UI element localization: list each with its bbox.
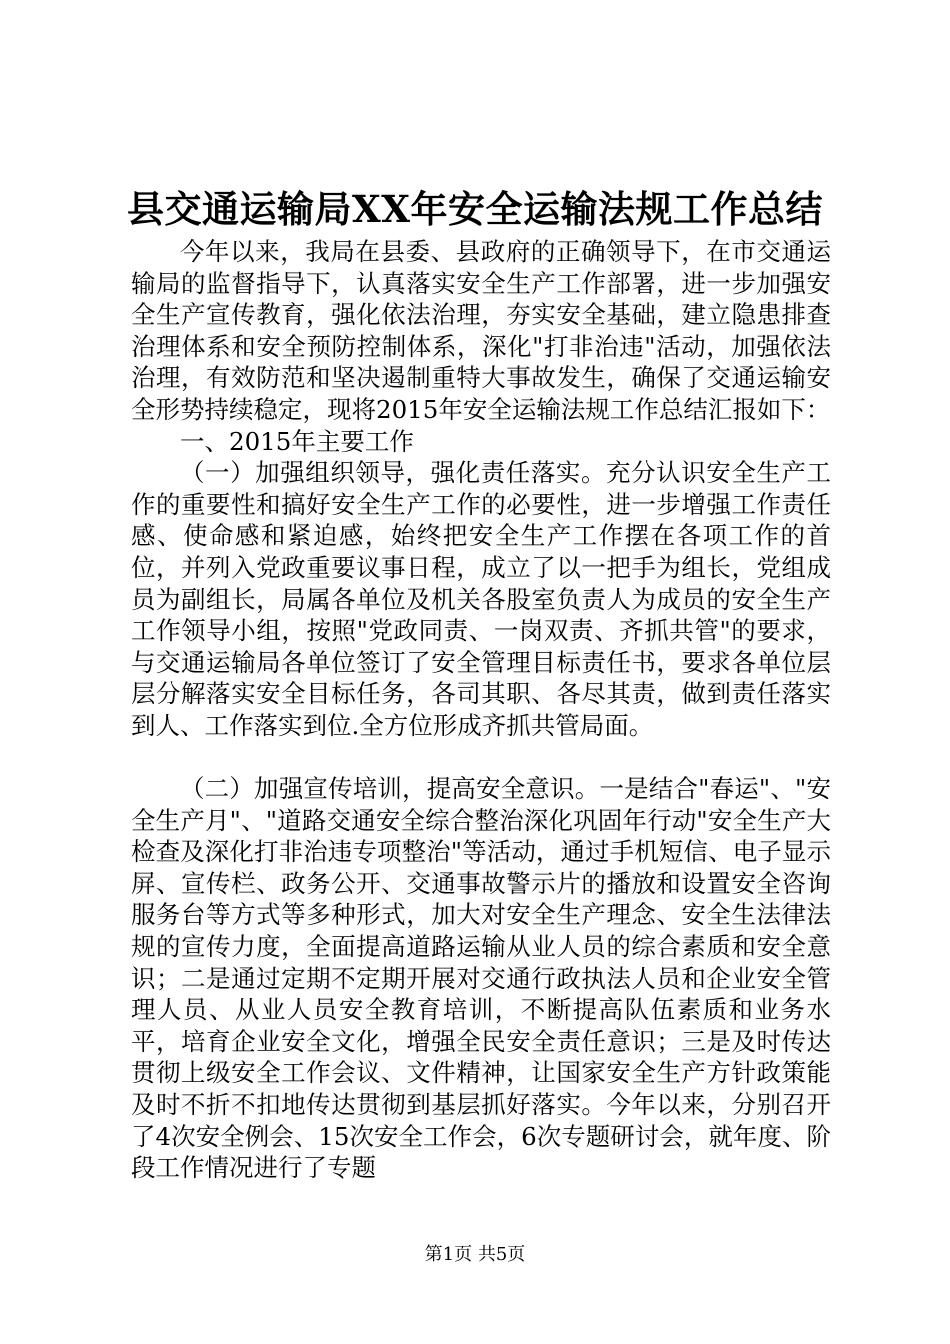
page-footer: 第1页 共5页	[424, 1244, 526, 1265]
section-heading: 一、2015年主要工作	[180, 426, 414, 456]
document-body	[131, 236, 831, 1184]
intro-paragraph: 今年以来，我局在县委、县政府的正确领导下，在市交通运输局的监督指导下，认真落实安全生产工作部署，进一步加强安全生产宣传教育，强化依法治理，夯实安全基础，建立隐患排查治理体系和安全预防控制体系，深化"打非治违"活动，加强依法治理，有效防范和坚决遏制重特大事故发生，确保了交通运输安全形势持续稳定，现将2015年安全运输法规工作总结汇报如下：	[131, 237, 831, 424]
document-title: 县交通运输局XX年安全运输法规工作总结	[127, 187, 823, 231]
body-paragraph: （一）加强组织领导，强化责任落实。充分认识安全生产工作的重要性和搞好安全生产工作的必要性，进一步增强工作责任感、使命感和紧迫感，始终把安全生产工作摆在各项工作的首位，并列入党政重要议事日程，成立了以一把手为组长，党组成员为副组长，局属各单位及机关各股室负责人为成员的安全生产工作领导小组，按照"党政同责、一岗双责、齐抓共管"的要求，与交通运输局各单位签订了安全管理目标责任书，要求各单位层层分解落实安全目标任务，各司其职、各尽其责，做到责任落实到人、工作落实到位.全方位形成齐抓共管局面。	[131, 458, 831, 740]
body-paragraph: （二）加强宣传培训，提高安全意识。一是结合"春运"、"安全生产月"、"道路交通安全综合整治深化巩固年行动"安全生产大检查及深化打非治违专项整治"等活动，通过手机短信、电子显示屏、宣传栏、政务公开、交通事故警示片的播放和设置安全咨询服务台等方式等多种形式，加大对安全生产理念、安全生法律法规的宣传力度，全面提高道路运输从业人员的综合素质和安全意识；二是通过定期不定期开展对交通行政执法人员和企业安全管理人员、从业人员安全教育培训，不断提高队伍素质和业务水平，培育企业安全文化，增强全民安全责任意识；三是及时传达贯彻上级安全工作会议、文件精神，让国家安全生产方针政策能及时不折不扣地传达贯彻到基层抓好落实。今年以来，分别召开了4次安全例会、15次安全工作会，6次专题研讨会，就年度、阶段工作情况进行了专题	[131, 774, 831, 1183]
